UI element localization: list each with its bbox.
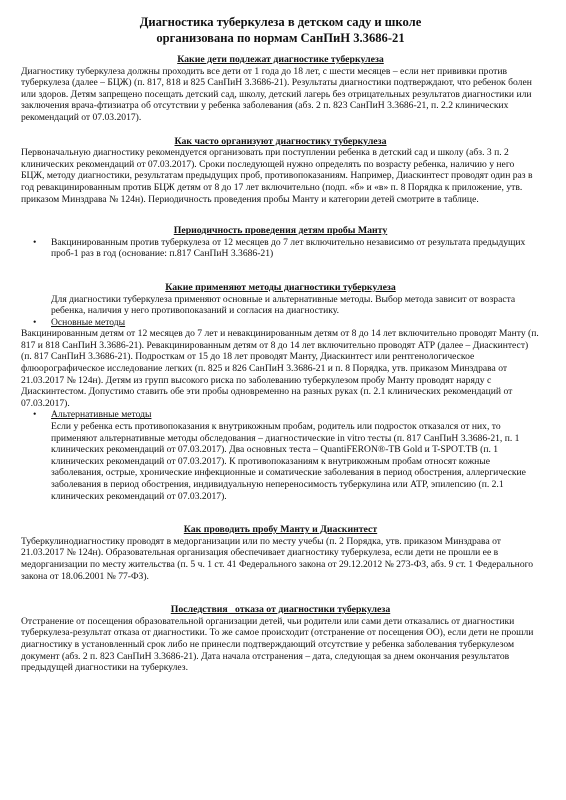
mantoux-periodicity-list	[21, 237, 540, 260]
section-text-frequency: Первоначальную диагностику рекомендуется организовать при поступлении ребенка в детский сад и школу (абз. 3 п. 2 клинических рекомендаций от 07.03.2017). Сроки последующей нужно определять по возрасту ребенка, наличию у него БЦЖ, методу диагностики, результатам предыдущих проб, противопоказаниям. Например, Диаскинтест проводят один раз в год ревакцинированным против БЦЖ детям от 8 до 17 лет включительно (подп. «б» и «в» п. 8 Порядка к приложение, утв. приказом Минздрава № 124н). Периодичность проведения пробы Манту и категории детей смотрите в таблице.	[21, 147, 533, 205]
section-heading-procedure: Как проводить пробу Манту и Диаскинтест	[183, 524, 378, 536]
document-title	[21, 14, 540, 46]
title-line-1: Диагностика туберкулеза в детском саду и школе	[139, 15, 422, 29]
section-heading-frequency: Как часто организуют диагностику туберкулеза	[174, 135, 387, 147]
list-item: • Вакцинированным против туберкулеза от 12 месяцев до 7 лет включительно независимо от результата предыдущих проб-1 раз в год (основание: п.817 СанПиН 3.3686-21)	[21, 237, 540, 260]
section-text-who: Диагностику туберкулеза должны проходить все дети от 1 года до 18 лет, с шести месяцев – если нет прививки против туберкулеза (далее – БЦЖ) (п. 817, 818 и 825 СанПиН 3.3686-21). Результаты диагностики подтверждают, что ребенок болен или здоров. Детям запрещено посещать детский сад, школу, детский лагерь без отрицательных результатов диагностики или заключения врача-фтизиатра об отсутствии у ребенка заболевания (абз. 2 п. 823 СанПиН 3.3686-21, п. 2.2 клинических рекомендаций от 07.03.2017).	[21, 65, 532, 123]
section-heading-refusal: Последствия отказа от диагностики туберкулеза	[170, 604, 391, 616]
alt-methods-label: Альтернативные методы	[51, 409, 152, 421]
main-methods-text: Вакцинированным детям от 12 месяцев до 7 лет и невакцинированным детям от 8 до 14 лет включительно проводят Манту (п. 817 и 818 СанПиН 3.3686-21). Ревакцинированным детям от 8 до 14 лет включительно проводят АТР (далее – Диаскинтест) (п. 817 СанПиН 3.3686-21). Подросткам от 15 до 18 лет проводят Манту, Диаскинтест или рентгенологическое флюорографическое исследование легких (п. 825 и 826 СанПиН 3.3686-21 и п. 8 Порядка, утв. приказом Минздрава от 21.03.2017 № 124н). Детям из групп высокого риска по заболеванию туберкулезом пробу Манту проводят наряду с Диаскинтестом. Допустимо ставить обе эти пробы одновременно на разных руках (п. 2.1 клинических рекомендаций от 07.03.2017).	[21, 328, 539, 409]
section-heading-who: Какие дети подлежат диагностике туберкулеза	[177, 54, 384, 65]
main-methods-list	[21, 317, 540, 329]
main-methods-label: Основные методы	[51, 316, 126, 328]
title-line-2: организована по нормам СанПиН 3.3686-21	[156, 31, 405, 45]
alt-methods-text: Если у ребенка есть противопоказания к внутрикожным пробам, родитель или подросток отказался от них, то применяют альтернативные методы обследования – диагностические in vitro тесты (п. 817 СанПиН 3.3686-21, п. 1 клинических рекомендаций от 07.03.2017). Два основных теста – QuantiFERON®-TB Gold и T-SPOT.TB (п. 1 клинических рекомендаций от 07.03.2017). К противопоказаниям к внутрикожным пробам относят кожные заболевания, острые, хронические инфекционные и соматические заболевания в период обострения, аллергические заболевания в период обострения, индивидуальную непереносимость туберкулина или АТР, эпилепсию (п. 2.1 клинических рекомендаций от 07.03.2017).	[51, 421, 526, 502]
section-text-procedure: Туберкулинодиагностику проводят в медорганизации или по месту учебы (п. 2 Порядка, утв. приказом Минздрава от 21.03.2017 № 124н). Образовательная организация обеспечивает диагностику туберкулеза, если дети не прошли ее в медорганизации по месту жительства (п. 5 ч. 1 ст. 41 Федерального закона от 29.12.2012 № 273-ФЗ, абз. 9 ст. 1 Федерального закона от 18.06.2001 № 77-ФЗ).	[21, 535, 534, 582]
section-heading-methods: Какие применяют методы диагностики туберкулеза	[165, 281, 396, 293]
list-item	[21, 317, 540, 329]
section-heading-mantoux-periodicity: Периодичность проведения детям пробы Манту	[173, 225, 388, 237]
section-text-refusal: Отстранение от посещения образовательной организации детей, чьи родители или сами дети отказались от диагностики туберкулеза-результат отказа от диагностики. То же самое происходит (отстранение от посещения ОО), если дети не прошли диагностику в установленный срок либо не принесли подтверждающий отсутствие у ребенка заболевания туберкулезом документ (абз. 2 п. 823 СанПиН 3.3686-21). Дата начала отстранения – дата, следующая за днем окончания результатов предыдущей диагностики на туберкулез.	[21, 615, 534, 674]
list-item	[21, 409, 540, 421]
alt-methods-list	[21, 409, 540, 421]
methods-intro: Для диагностики туберкулеза применяют основные и альтернативные методы. Выбор метода зависит от возраста ребенка, наличия у него противопоказаний и согласия на диагностику.	[51, 293, 516, 317]
